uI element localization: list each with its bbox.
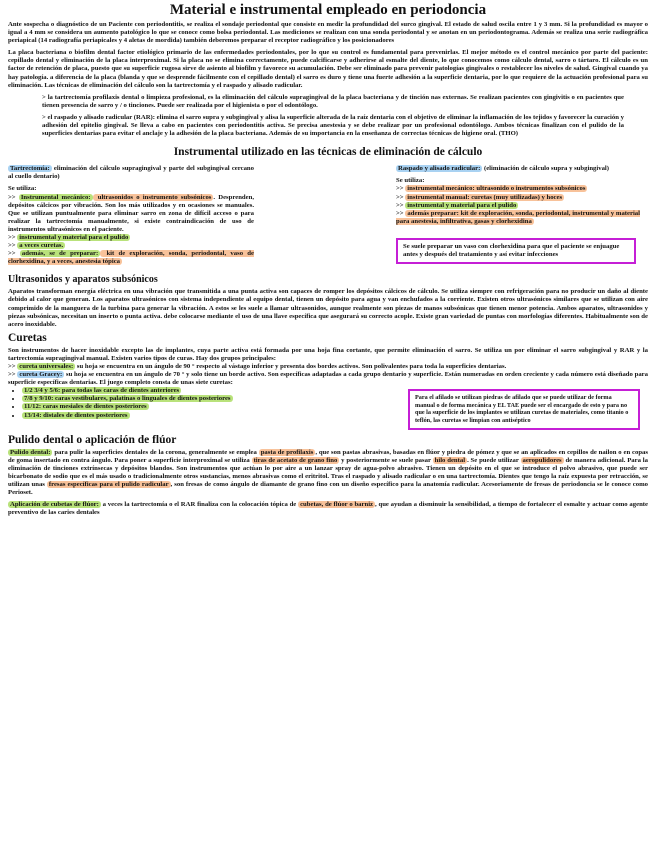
bullet-tartrectomia: > la tartrectomía profilaxis dental o limpieza profesional, es la eliminación del cálculo supragingival de la placa bacteriana y de tinción nas externas. Se realizan pacientes con gingivitis o en pacientes que tienen presencia de sarro y / o tinciones. Puede ser realizada por el higienista o por el odontólogo.: [42, 93, 624, 109]
bullet-rar: > el raspado y alisado radicular (RAR): elimina el sarro supra y subgingival y alisa la superficie alterada de la raíz dentaria con el objetivo de eliminar la inflamación de los tejidos y favorecer la curación y adhesión del epitelio gingival. Se lleva a cabo en pacientes con periodontitis activa. Se precisa anestesia y se debe realizar por un profesional odontólogo. Ambos técnicas finalizan con el pulido de la superficies dentarias para evitar el anclaje y la adhesión de la placa bacteriana. Además de su importancia en la enseñanza de correctas técnicas de higiene oral. (THO): [42, 113, 624, 138]
highlight-orange: instrumental mecánico: ultrasonido o instrumentos subsónicos: [407, 185, 586, 193]
pulido-paragraph: Pulido dental: para pulir la superficies dentales de la corona, generalmente se emplea pasta de profilaxis , que son pastas abrasivas, basadas en flúor y piedra de pómez y que se an aplicados en cepillos de nailon o en copas de goma insertado en contra ángulo. Para poner a superficie interproximal se utiliza tiras de acetato de grano fino y posteriormente se suele pasar hilo dental . Se puede utilizar aeropulidores de manera adicional. Para la eliminación de tinciones extrínsecas y depósitos blandos. Son instrumentos que actúan lo por aire a un lanzar spray de agua-polvo abrasivo. Tienen un depósito en el que se introduce el polvo abrasivo, que puede ser bicarbonato de sodio que es el más usado o tradicionalmente otros sustancias, menos abrasivas como el eritritol. Tras el raspado y alisado radicular o en una tartrectomía. Dientes que tengo la raíz expuesta por retracción, se utilizan unas fresas específicas para el pulido radicular , son fresas de como ángulo de diamante de grano fino con un diseño específico para la anatomía radicular. Acesoriamente de fresas de periodoncia se le conoce como Perioset.: [8, 448, 649, 497]
highlight-green: instrumental y material para el pulido: [19, 233, 129, 241]
highlight-orange: tiras de acetato de grano fino: [253, 456, 338, 464]
list-item: >> a veces curetas.: [8, 242, 64, 250]
tartrectomia-heading: Tartrectomía: eliminación del cálculo supragingival y parte del subgingival cercano al cuello dentario): [8, 165, 254, 181]
curetas-list-row: [8, 387, 648, 429]
highlight-orange: además preparar: kit de exploración, sonda, periodontal, instrumental y material para anestesia, infiltrativa, gasas y clorhexidina: [396, 209, 641, 225]
uses-label: Se utiliza:: [396, 177, 425, 185]
highlight-orange: instrumental manual: curetas (muy utilizadas) y hoces: [407, 193, 563, 201]
left-column: [8, 165, 254, 266]
cureta-gracey-item: >> cureta Gracey: su hoja se encuentra en un ángulo de 70 ° y solo tiene un borde activo. Son específicas adaptadas a cada grupo dentario y superficie. Están numeradas en orden creciente y cada número está diseñado para superficie específicas dentarias. El juego completo consta de unas siete curetas:: [8, 371, 648, 387]
list-item: >> además preparar: kit de exploración, sonda, periodontal, instrumental y material para anestesia, infiltrativa, gasas y clorhexidina: [396, 209, 641, 225]
clorhexidina-note-box: Se suele preparar un vaso con clorhexidina para que el paciente se enjuague antes y después del tratamiento y así evitar infecciones: [396, 238, 636, 264]
intro-paragraph-2: La placa bacteriana o biofilm dental factor etiológico primario de las enfermedades periodontales, por lo que su control es fundamental para prevenirlas. El mejor método es el control mecánico por parte del paciente: cepillado dental y eliminación de la placa interproximal. Si la placa no se elimina correctamente, puede calcificarse y adherirse al esmalte del diente, lo que conocemos como cálculo dental, sarro o tártaro. El cálculo es un factor de retención de placa, puesto que su superficie rugosa sirve de asiento al biofilm y favorece su acumulación. Debe ser eliminado para prevenir patologías gingivales o restablecer los niveles de salud. Gingival cuando ya hay patología. a diferencia de la placa (blanda y que se desprende fácilmente con el cepillado dental) el sarro es duro y tiene una fuerte adhesión a la superficie dentaria, por lo que requiere de la actuación profesional para su eliminación. Las técnicas de eliminación del cálculo son la tartrectomía y el raspado y alisado radicular.: [8, 49, 648, 89]
highlight-orange: fresas específicas para el pulido radicular: [48, 481, 169, 489]
list-item: • 1/2 3/4 y 5/6: para todas las caras de dientes anteriores: [22, 387, 233, 395]
page-title: Material e instrumental empleado en periodoncia: [169, 2, 487, 18]
list-item: >> instrumental y material para el pulido: [8, 233, 129, 241]
highlight-orange: ultrasonidos o instrumento subsónicos: [94, 193, 212, 201]
list-item: • 7/8 y 9/10: caras vestibulares, palatinas o linguales de dientes posteriores: [22, 395, 233, 403]
list-item: >> además, se de preparar: kit de exploración, sonda, periodontal, vaso de clorhexidina, y a veces, anestesia tópica: [8, 250, 254, 266]
gracey-list: [8, 387, 233, 419]
highlight-orange: pasta de profilaxis: [260, 448, 314, 456]
list-item: >> instrumental mecánico: ultrasonido o instrumentos subsónicos: [396, 185, 586, 193]
highlight-blue: cureta Gracey:: [19, 371, 63, 379]
afilado-note-box: Para el afilado se utilizan piedras de afilado que se puede utilizar de forma manual o de forma mecánica y EL TAE puede ser el encargado de esto y para no que la superficie de los implantes se utilizan curetas de materiales, como titanio o teflón, las curetas se limpian con antiséptico: [408, 389, 640, 429]
pulido-title: Pulido dental o aplicación de flúor: [8, 433, 177, 446]
uses-label: Se utiliza:: [8, 185, 37, 193]
technique-columns: [8, 165, 648, 266]
list-item: • 11/12: caras mesiales de dientes posteriores: [22, 403, 233, 411]
curetas-title: Curetas: [8, 331, 47, 344]
highlight-orange: hilo dental: [434, 456, 466, 464]
document-page: [8, 0, 648, 517]
highlight-blue: Raspado y alisado radicular:: [398, 165, 481, 173]
highlight-orange: cubetas, de flúor o barniz: [300, 501, 374, 509]
highlight-green: cureta universales:: [19, 363, 74, 370]
highlight-green: Pulido dental:: [10, 448, 51, 456]
list-item: >> instrumental y material para el pulido: [396, 201, 517, 209]
highlight-green: además, se de preparar:: [21, 250, 99, 258]
cureta-universal-item: >> cureta universales: su hoja se encuentra en un ángulo de 90 ° respecto al vástago inferior y presenta dos bordes activos. Son polivalentes para toda la superficies dentarias.: [8, 363, 507, 370]
list-item: >> Instrumental mecánico: ultrasonidos o instrumento subsónicos . Desprenden, depósitos cálcicos por vibración. Son los más utilizados y en ocasiones se manuales. Que se utilizan puntualmente para eliminar sarro en zona de difícil acceso o para realizar la tartrectomía manualmente, si existe contraindicación de uso de instrumentos ultrasónicos en el paciente.: [8, 193, 254, 233]
section-title: Instrumental utilizado en las técnicas de eliminación de cálculo: [173, 146, 483, 159]
highlight-green: instrumental y material para el pulido: [407, 201, 517, 209]
highlight-orange: aeropulidores: [522, 456, 562, 464]
right-column: [396, 165, 640, 266]
highlight-orange: kit de exploración, sonda, periodontal, vaso de clorhexidina, y a veces, anestesia tópica: [8, 250, 254, 266]
highlight-green: Instrumental mecánico:: [20, 193, 91, 201]
ultrasonidos-title: Ultrasonidos y aparatos subsónicos: [8, 274, 158, 286]
highlight-green: a veces curetas.: [19, 242, 64, 250]
list-item: >> instrumental manual: curetas (muy utilizadas) y hoces: [396, 193, 563, 201]
highlight-blue: Tartrectomía:: [10, 165, 50, 173]
fluor-paragraph: Aplicación de cubetas de flúor: a veces la tartrectomía o el RAR finaliza con la colocación tópica de cubetas, de flúor o barniz , que ayudan a disminuir la sensibilidad, a tiempo de fortalecer el esmalte y actuar como agente preventivo de las caries dentales: [8, 501, 649, 517]
curetas-paragraph: Son instrumentos de hacer inoxidable excepto las de implantes, cuya parte activa está formada por una hoja fina cortante, que permite eliminación el sarro. Se utiliza un por eliminar el sarro subgingival y RAR y la tartrectomía supragingival manual. Existen varios tipos de curas. Hay dos grupos principales:: [8, 346, 648, 362]
list-item: • 13/14: distales de dientes posteriores: [22, 412, 233, 420]
rar-heading: Raspado y alisado radicular: (eliminación de cálculo supra y subgingival): [398, 165, 610, 173]
intro-paragraph-1: Ante sospecha o diagnóstico de un Paciente con periodontitis, se realiza el sondaje periodontal que consiste en medir la profundidad del surco gingival. El estado de salud oscila entre 1 y 3 mm. Si la profundidad es mayor o igual a 4 mm se considera un aumento patológico lo que se conoce como bolsa periodontal. Las mediciones se realizan con una sonda periodontal y se anotan en un periodontograma. Además se realiza una serie radiográfica periapical (14 radiografía periapicales y 4 aletas de mordida) también deberemos preparar el receptor radiográfico y los posicionadores: [8, 21, 648, 45]
highlight-green: Aplicación de cubetas de flúor:: [10, 501, 99, 509]
ultrasonidos-paragraph: Aparatos transforman energía eléctrica en una vibración que transmitida a una punta activa son capaces de romper los depósitos cálcicos de cálculo. Se utiliza siempre con refrigeración para no producir un daño al diente debido al calor que generan. Los aparatos ultrasónicos con sistema independiente al equipo dental, tienen un depósito para agua y van enchufados a la corriente. Existen otros ultrasónicos similares que se utilizan con aire comprimido de la manguera de la turbina para generar la vibración. A estos se les suele a llamar ultrasonidos, aunque realmente son piezas de manos subsónicas que tienen menor potencia. Ambos aparatos, ultrasonidos y piezas subsónicas, necesitan un inserto o punta activa. debe colocarse mediante el uso de una llave específica que asegurará su correcto acople. Existe gran variedad de puntas con morfologías diferentes. Habitualmente son de acero inoxidable.: [8, 288, 648, 328]
